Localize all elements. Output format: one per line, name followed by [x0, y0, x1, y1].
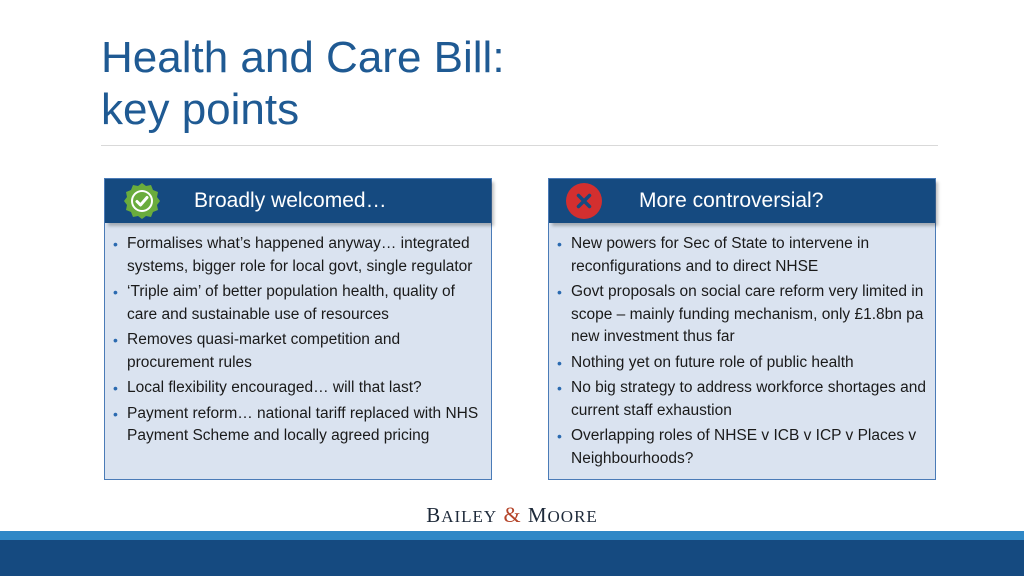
bailey-moore-logo: BAILEY & MOORE	[426, 502, 598, 527]
bullet-icon: •	[113, 380, 118, 396]
controversial-panel	[548, 178, 936, 480]
welcomed-points-list	[113, 233, 485, 451]
list-item: • Local flexibility encouraged… will that last?	[113, 377, 485, 400]
bullet-icon: •	[557, 284, 562, 300]
list-item: • Overlapping roles of NHSE v ICB v ICP v Places v Neighbourhoods?	[557, 427, 917, 467]
slide-title-line2: key points	[101, 85, 300, 134]
welcomed-panel	[104, 178, 492, 480]
welcomed-panel-title: Broadly welcomed…	[194, 189, 387, 212]
title-divider	[101, 145, 938, 146]
list-item: • Nothing yet on future role of public health	[557, 352, 929, 375]
check-badge-icon	[123, 182, 161, 220]
bullet-icon: •	[557, 236, 562, 252]
bullet-icon: •	[557, 428, 562, 444]
list-item: • Govt proposals on social care reform very limited in scope – mainly funding mechanism, only £1.8bn pa new investment thus far	[557, 283, 924, 345]
controversial-points-list	[557, 233, 929, 473]
footer-band-dark	[0, 540, 1024, 576]
controversial-panel-header	[549, 179, 935, 223]
list-item: • New powers for Sec of State to intervene in reconfigurations and to direct NHSE	[557, 235, 870, 275]
welcomed-panel-header	[105, 179, 491, 223]
bullet-icon: •	[113, 284, 118, 300]
list-item: • Payment reform… national tariff replaced with NHS Payment Scheme and locally agreed pricing	[113, 404, 479, 444]
slide-title	[101, 32, 505, 136]
cross-circle-icon	[565, 182, 603, 220]
bullet-icon: •	[557, 380, 562, 396]
slide-title-line1: Health and Care Bill:	[101, 33, 505, 82]
controversial-panel-title: More controversial?	[639, 189, 824, 212]
list-item: • Formalises what’s happened anyway… integrated systems, bigger role for local govt, single regulator	[113, 235, 473, 275]
bullet-icon: •	[113, 332, 118, 348]
bullet-icon: •	[113, 236, 118, 252]
list-item: • No big strategy to address workforce shortages and current staff exhaustion	[557, 379, 926, 419]
list-item: • Removes quasi-market competition and procurement rules	[113, 331, 401, 371]
list-item: • ‘Triple aim’ of better population health, quality of care and sustainable use of resources	[113, 283, 455, 323]
bullet-icon: •	[113, 405, 118, 422]
bullet-icon: •	[557, 354, 562, 371]
footer-band-light	[0, 531, 1024, 540]
